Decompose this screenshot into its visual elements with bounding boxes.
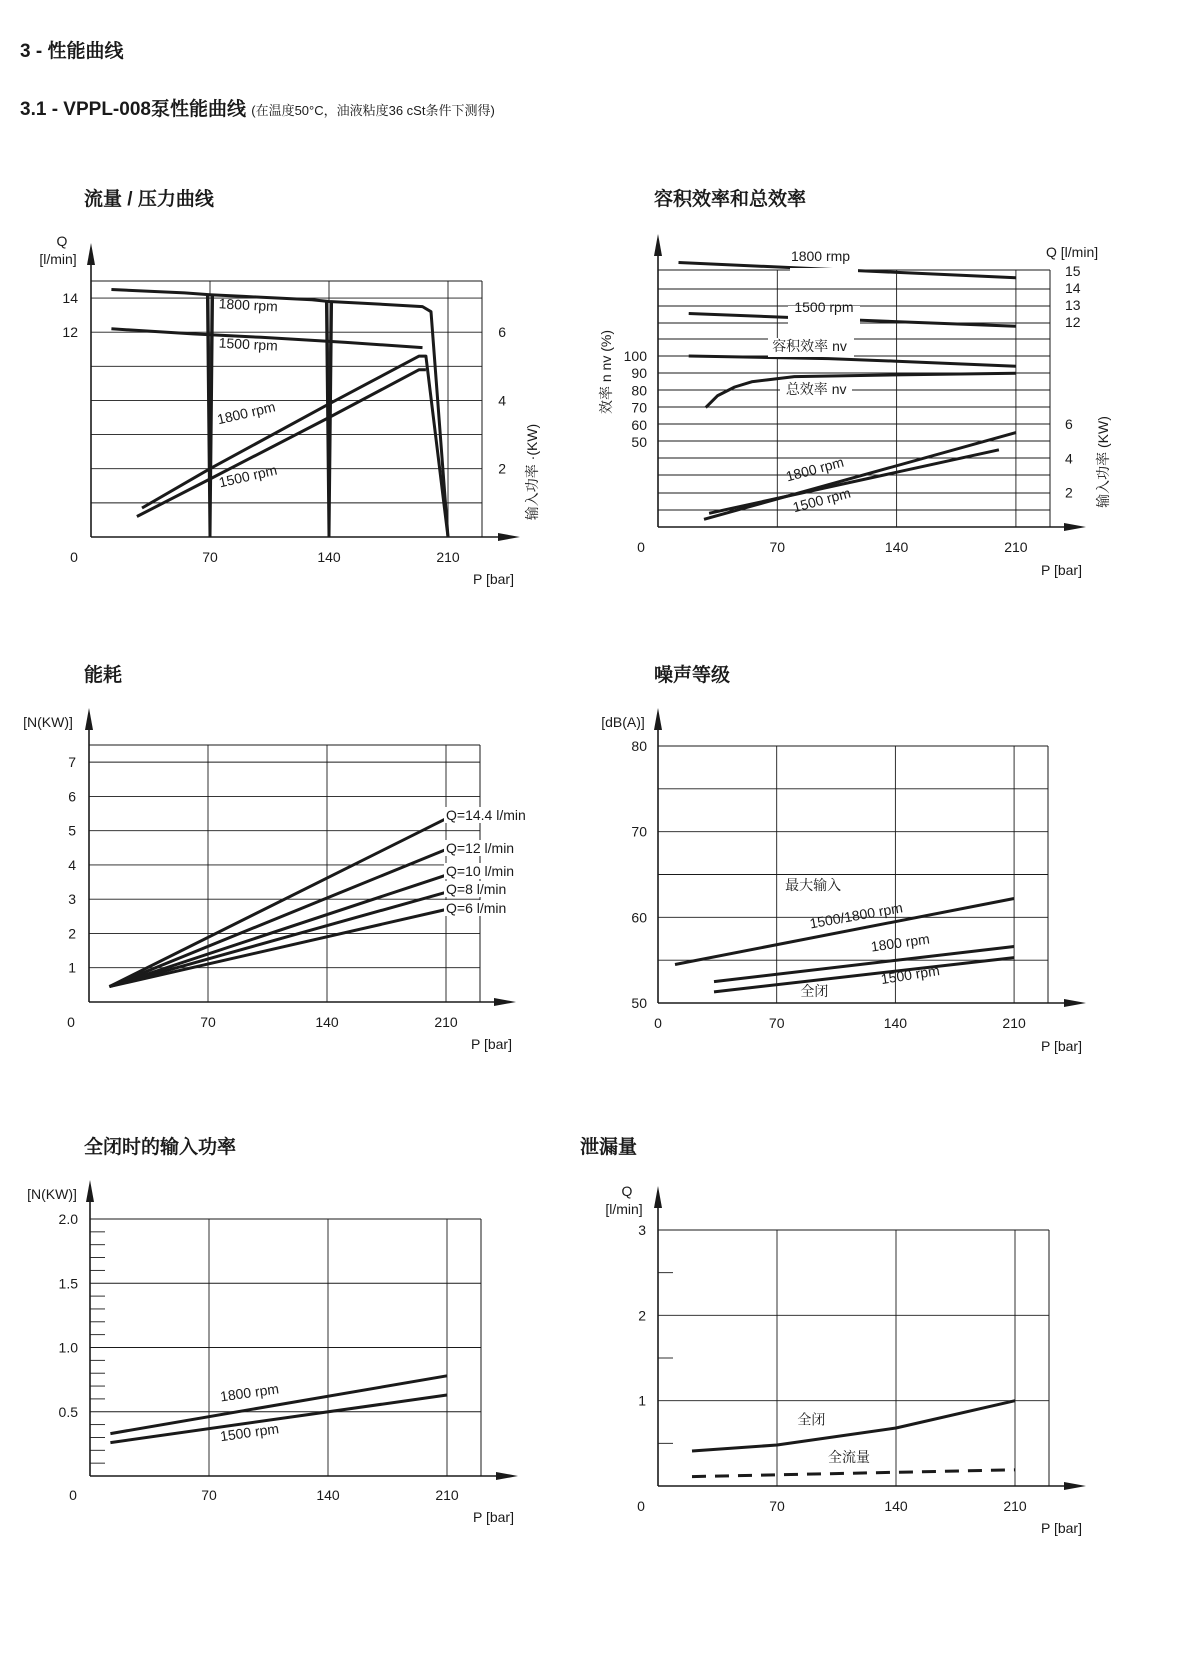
- eff-annotation-3: 总效率 nv: [785, 380, 847, 397]
- closed-y-axis-label: [N(KW)]: [27, 1186, 77, 1202]
- eff-eff-tick-label: 90: [631, 365, 647, 382]
- power-y-axis-label: [N(KW)]: [23, 714, 73, 730]
- eff-power-tick-label: 2: [1065, 484, 1073, 501]
- power-x-tick-label: 70: [200, 1014, 216, 1030]
- noise-x-axis-label: P [bar]: [1041, 1038, 1082, 1054]
- closed-x-tick-label: 210: [435, 1487, 459, 1503]
- noise-annotation-4: 全闭: [800, 983, 829, 1000]
- eff-q-tick-label: 15: [1065, 263, 1081, 279]
- flow-origin-label: 0: [70, 549, 78, 565]
- power-y-tick-label: 6: [68, 788, 76, 805]
- eff-x-tick-label: 70: [769, 539, 786, 555]
- eff-q-tick-label: 14: [1065, 280, 1081, 296]
- eff-y-axis-label: 效率 n nv (%): [598, 329, 614, 415]
- power-legend-2: Q=10 l/min: [446, 863, 515, 879]
- flow-x-tick-label: 140: [317, 549, 341, 565]
- eff-power-tick-label: 6: [1065, 416, 1073, 432]
- closed-x-tick-label: 140: [316, 1487, 340, 1503]
- noise-x-tick-label: 140: [883, 1015, 908, 1031]
- noise-x-tick-label: 210: [1002, 1015, 1026, 1031]
- leak-annotation-1: 全流量: [828, 1449, 870, 1466]
- flow-annotation-1: 1500 rpm: [218, 334, 279, 354]
- section-title: 3 - 性能曲线: [20, 41, 124, 62]
- eff-eff-tick-label: 70: [631, 399, 647, 416]
- leak-y-tick-label: 2: [638, 1307, 646, 1324]
- noise-annotation-2: 1800 rpm: [869, 930, 931, 955]
- flow-y2-tick-label: 6: [498, 324, 506, 341]
- leak-y-tick-label: 3: [638, 1222, 646, 1238]
- closed-annotation-1: 1500 rpm: [219, 1420, 280, 1445]
- power-y-tick-label: 5: [68, 822, 76, 839]
- noise-y-axis-label: [dB(A)]: [601, 714, 645, 730]
- leak-y-axis-arrow: [654, 1186, 662, 1208]
- noise-y-tick-label: 80: [631, 738, 647, 754]
- flow-y-tick-label: 14: [62, 290, 78, 307]
- noise-annotation-1: 1500/1800 rpm: [808, 899, 904, 932]
- flow-x-tick-label: 70: [202, 549, 218, 565]
- chart-title-efficiency: 容积效率和总效率: [654, 189, 807, 210]
- noise-annotation-3: 1500 rpm: [879, 962, 941, 988]
- closed-y-tick-label: 0.5: [58, 1403, 78, 1420]
- eff-q-axis-label: Q [l/min]: [1046, 244, 1099, 260]
- power-y-tick-label: 4: [68, 856, 76, 873]
- power-legend-4: Q=6 l/min: [446, 900, 507, 916]
- eff-eff-tick-label: 100: [623, 348, 647, 364]
- eff-x-tick-label: 140: [884, 539, 909, 555]
- closed-origin-label: 0: [69, 1487, 77, 1503]
- closed-x-tick-label: 70: [201, 1487, 217, 1503]
- leak-series-1: [692, 1470, 1015, 1477]
- eff-eff-tick-label: 60: [631, 416, 647, 433]
- power-y-tick-label: 2: [68, 925, 76, 942]
- noise-annotation-0: 最大输入: [785, 876, 842, 893]
- flow-y-tick-label: 12: [62, 324, 78, 341]
- power-y-tick-label: 1: [68, 959, 76, 976]
- flow-y2-tick-label: 2: [498, 460, 506, 477]
- flow-annotation-3: 1500 rpm: [217, 461, 279, 491]
- power-x-tick-label: 210: [434, 1014, 458, 1030]
- eff-power-axis-label: 输入功率 (KW): [1095, 416, 1111, 508]
- noise-x-tick-label: 70: [768, 1015, 785, 1031]
- noise-origin-label: 0: [654, 1015, 662, 1031]
- power-legend-0: Q=14.4 l/min: [446, 807, 526, 823]
- power-y-tick-label: 7: [68, 754, 76, 771]
- chart-title-leakage: 泄漏量: [580, 1137, 638, 1158]
- eff-power-tick-label: 4: [1065, 450, 1073, 467]
- leak-annotation-0: 全闭: [797, 1411, 826, 1428]
- closed-y-tick-label: 1.5: [58, 1275, 78, 1292]
- eff-annotation-1: 1500 rpm: [794, 298, 854, 315]
- leak-series-0: [692, 1401, 1015, 1451]
- eff-annotation-4: 1800 rpm: [784, 453, 846, 485]
- power-legend-1: Q=12 l/min: [446, 840, 515, 856]
- eff-eff-tick-label: 80: [631, 382, 647, 399]
- power-x-axis-label: P [bar]: [471, 1036, 512, 1052]
- subsection-note: (在温度50°C，油液粘度36 cSt条件下测得): [251, 103, 495, 118]
- eff-origin-label: 0: [637, 539, 645, 555]
- closed-annotation-0: 1800 rpm: [219, 1380, 280, 1405]
- flow-y-axis-label: Q: [56, 233, 68, 249]
- leak-x-tick-label: 140: [884, 1498, 908, 1514]
- chart-title-flow: 流量 / 压力曲线: [84, 189, 214, 210]
- leak-y-axis-unit: [l/min]: [605, 1201, 643, 1217]
- noise-y-tick-label: 60: [631, 909, 647, 926]
- chart-title-closed-power: 全闭时的输入功率: [84, 1137, 237, 1158]
- flow-x-axis-label: P [bar]: [473, 571, 514, 587]
- power-y-tick-label: 3: [68, 891, 76, 908]
- noise-y-tick-label: 50: [631, 995, 647, 1011]
- closed-y-tick-label: 1.0: [58, 1339, 78, 1356]
- eff-annotation-5: 1500 rpm: [790, 484, 853, 516]
- leak-x-tick-label: 210: [1003, 1498, 1027, 1514]
- noise-y-tick-label: 70: [631, 823, 647, 840]
- leak-origin-label: 0: [637, 1498, 645, 1514]
- power-x-tick-label: 140: [315, 1014, 339, 1030]
- closed-y-tick-label: 2.0: [58, 1211, 78, 1227]
- closed-x-axis-label: P [bar]: [473, 1509, 514, 1525]
- flow-annotation-0: 1800 rpm: [218, 295, 279, 315]
- flow-y-axis-unit: [l/min]: [39, 251, 77, 267]
- power-legend-3: Q=8 l/min: [446, 881, 507, 897]
- flow-annotation-2: 1800 rpm: [215, 398, 277, 428]
- eff-q-tick-label: 12: [1065, 314, 1081, 330]
- leak-x-axis-arrow: [1064, 1482, 1086, 1490]
- leak-x-tick-label: 70: [769, 1498, 785, 1514]
- leak-y-axis-label: Q: [621, 1183, 633, 1199]
- eff-annotation-2: 容积效率 nv: [772, 337, 847, 354]
- leak-x-axis-label: P [bar]: [1041, 1520, 1082, 1536]
- power-origin-label: 0: [67, 1014, 75, 1030]
- eff-x-tick-label: 210: [1004, 539, 1028, 555]
- flow-y2-axis-label: 输入功率 ·(KW): [524, 423, 540, 521]
- eff-q-tick-label: 13: [1065, 297, 1081, 313]
- eff-eff-tick-label: 50: [631, 434, 647, 450]
- eff-annotation-0: 1800 rmp: [790, 247, 851, 264]
- chart-title-noise: 噪声等级: [654, 665, 731, 686]
- flow-y2-tick-label: 4: [498, 392, 506, 409]
- flow-x-tick-label: 210: [436, 549, 460, 565]
- chart-title-power: 能耗: [84, 665, 123, 686]
- subsection-title-text: 3.1 - VPPL-008泵性能曲线: [20, 99, 246, 120]
- eff-x-axis-label: P [bar]: [1041, 562, 1082, 578]
- leak-y-tick-label: 1: [638, 1392, 646, 1409]
